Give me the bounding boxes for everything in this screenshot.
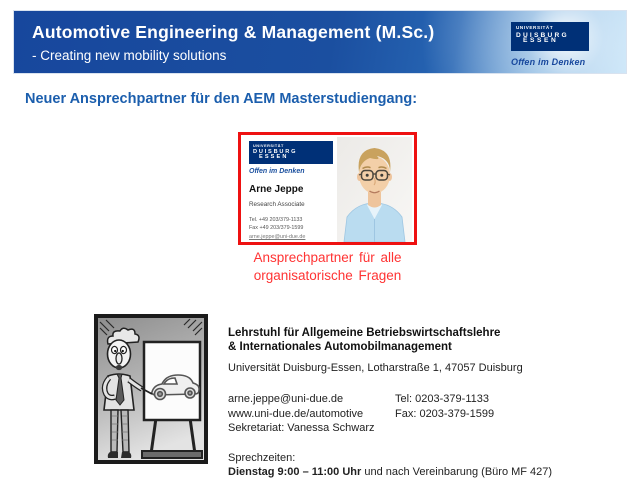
office-hours-time: Dienstag 9:00 – 11:00 Uhr xyxy=(228,465,362,478)
business-card-info xyxy=(249,141,341,241)
contact-block xyxy=(228,326,623,479)
card-tel: Tel. +49 203/379-1133 xyxy=(249,217,303,223)
contact-columns xyxy=(228,392,623,436)
caption-line-2: organisatorische Fragen xyxy=(253,267,402,283)
logo-line-duisburg: DUISBURG xyxy=(516,31,569,39)
contact-tel: Tel: 0203-379-1133 xyxy=(395,393,489,405)
contact-email: arne.jeppe@uni-due.de xyxy=(228,393,344,405)
university-logo xyxy=(511,22,589,67)
cartoon-presenter-illustration xyxy=(94,314,208,464)
logo-line-universitaet: UNIVERSITÄT xyxy=(516,25,554,30)
contact-person-name: Arne Jeppe xyxy=(249,184,304,195)
card-university-logo-box xyxy=(249,141,333,164)
caption-line-1: Ansprechpartner für alle xyxy=(253,250,402,265)
card-logo-line-universitaet: UNIVERSITÄT xyxy=(253,143,284,148)
card-caption xyxy=(230,249,425,284)
card-logo-tagline: Offen im Denken xyxy=(249,168,305,175)
office-hours-value xyxy=(228,465,623,479)
contact-column-left xyxy=(228,392,395,436)
portrait-photo xyxy=(337,137,412,242)
logo-tagline: Offen im Denken xyxy=(511,57,586,67)
university-address: Universität Duisburg-Essen, Lotharstraße 1, 47057 Duisburg xyxy=(228,362,523,374)
card-contact-lines xyxy=(249,216,341,241)
card-email: arne.jeppe@uni-due.de xyxy=(249,233,306,240)
contact-column-right xyxy=(395,392,494,436)
contact-fax: Fax: 0203-379-1599 xyxy=(395,407,495,420)
office-hours-note: und nach Vereinbarung (Büro MF 427) xyxy=(361,465,553,478)
card-logo-line-duisburg: DUISBURG xyxy=(253,148,298,155)
university-logo-box xyxy=(511,22,589,51)
card-logo-line-essen: ESSEN xyxy=(259,153,289,160)
department-line-2: & Internationales Automobilmanagement xyxy=(228,341,452,353)
business-card xyxy=(238,132,417,245)
contact-website: www.uni-due.de/automotive xyxy=(228,407,364,420)
contact-person-role: Research Associate xyxy=(249,201,305,208)
logo-line-essen: ESSEN xyxy=(523,37,559,44)
page-title: Neuer Ansprechpartner für den AEM Masterstudiengang: xyxy=(25,91,418,107)
contact-secretary: Sekretariat: Vanessa Schwarz xyxy=(228,422,375,434)
slide-subtitle: - Creating new mobility solutions xyxy=(32,48,227,63)
slide-title: Automotive Engineering & Management (M.Sc.) xyxy=(32,22,435,42)
slide-header xyxy=(13,10,627,74)
office-hours-label: Sprechzeiten: xyxy=(228,451,296,464)
department-line-1: Lehrstuhl für Allgemeine Betriebswirtschaftslehre xyxy=(228,327,501,339)
card-fax: Fax +49 203/379-1599 xyxy=(249,225,304,232)
office-hours xyxy=(228,451,623,479)
